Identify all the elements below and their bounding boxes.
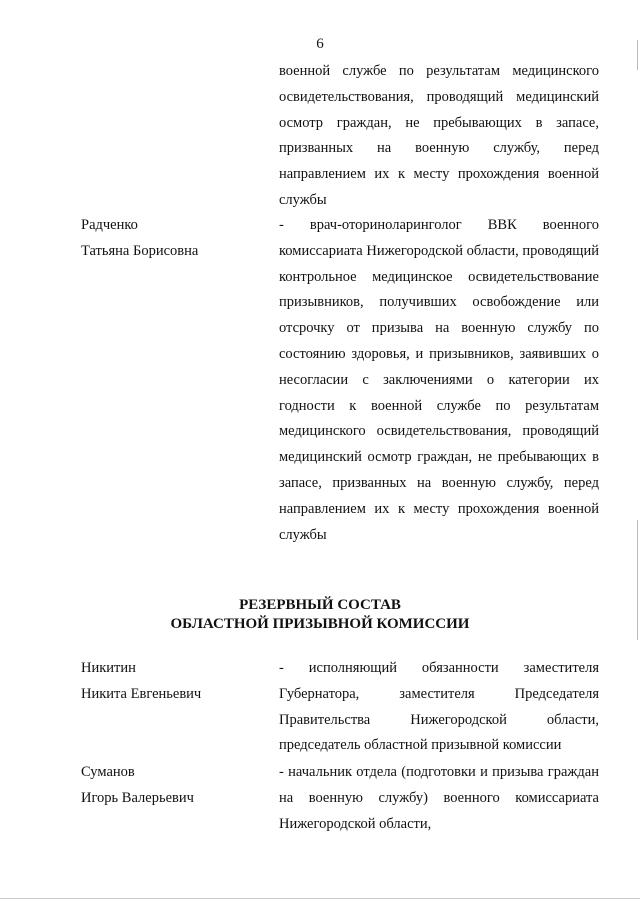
member-given-name: Никита Евгеньевич [81,685,202,702]
section-heading-line-2: ОБЛАСТНОЙ ПРИЗЫВНОЙ КОМИССИИ [170,616,470,632]
section-heading-line-1: РЕЗЕРВНЫЙ СОСТАВ [239,597,401,613]
member-name [81,213,261,265]
member-surname: Никитин [81,660,136,676]
section-heading [0,596,640,634]
scan-edge-mark [637,40,638,70]
member-given-name: Татьяна Борисовна [81,242,199,259]
entry-description: - начальник отдела (подготовки и призыва граждан на военную службу) военного комиссариата Нижегородской области, [279,764,599,832]
entry-description: военной службе по результатам медицинского освидетельствования, проводящий медицинский осмотр граждан, не пребывающих в запасе, призванных на военную службу, перед направлением их к месту прохождения военной службы [279,63,599,208]
page-number: 6 [316,36,324,52]
member-surname: Суманов [81,764,135,780]
scan-edge-mark [637,520,638,640]
entry-description: - исполняющий обязанности заместителя Губернатора, заместителя Председателя Правительства Нижегородской области, председатель областной призывной комиссии [279,660,599,754]
scan-bottom-line [0,898,640,899]
entry-description: - врач-оториноларинголог ВВК военного комиссариата Нижегородской области, проводящий контрольное медицинское освидетельствование призывников, получивших освобождение или отсрочку от призыва на военную службу по состоянию здоровья, и призывников, заявивших о несогласии с заключениями о категории их годности к военной службе по результатам медицинского освидетельствования, проводящий медицинский осмотр граждан, не пребывающих в запасе, призванных на военную службу, перед направлением их к месту прохождения военной службы [279,217,599,543]
member-surname: Радченко [81,217,138,233]
member-given-name: Игорь Валерьевич [81,789,194,806]
member-name [81,760,261,812]
member-name [81,656,261,708]
